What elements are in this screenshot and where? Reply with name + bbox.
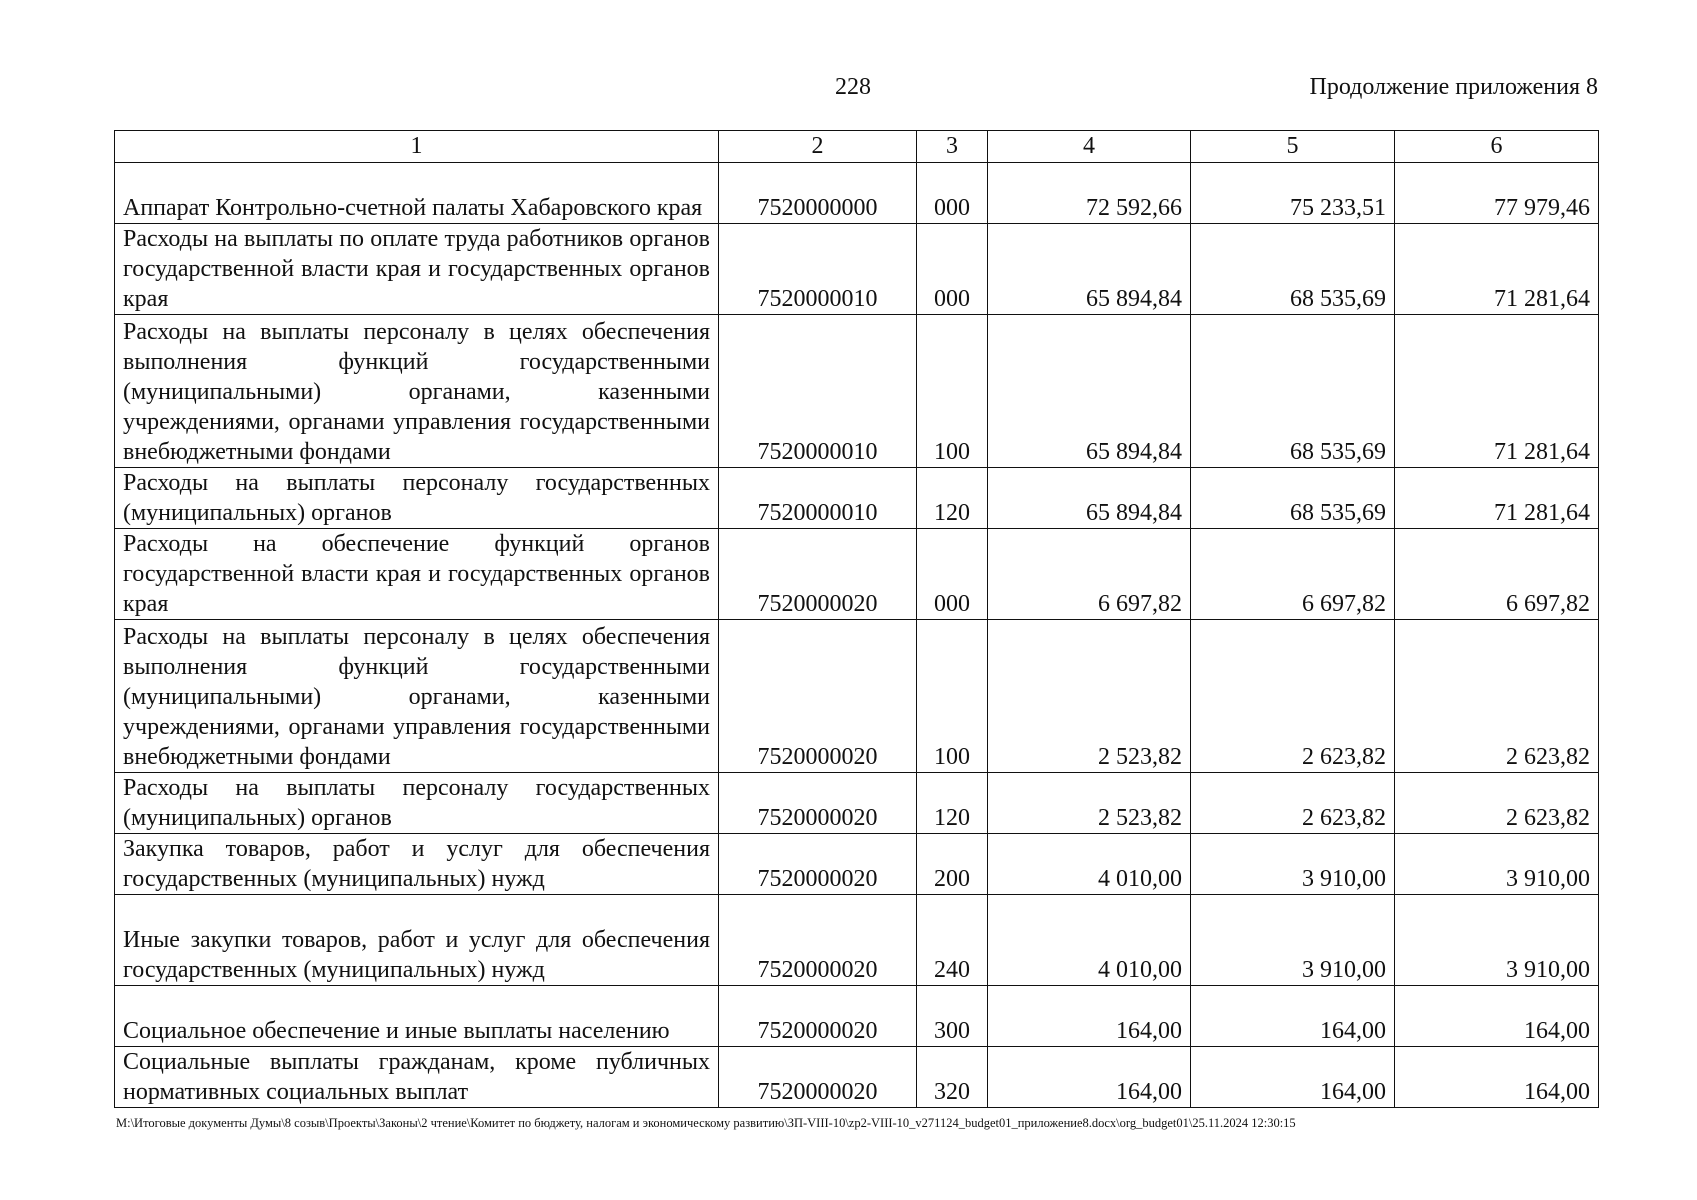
amount-col4: 65 894,84 <box>988 224 1191 315</box>
amount-col5: 68 535,69 <box>1191 315 1395 468</box>
amount-col4: 72 592,66 <box>988 163 1191 224</box>
expense-name: Социальное обеспечение и иные выплаты населению <box>115 986 719 1047</box>
table-row <box>115 468 1599 529</box>
expense-name: Иные закупки товаров, работ и услуг для обеспечения государственных (муниципальных) нужд <box>115 895 719 986</box>
amount-col4: 4 010,00 <box>988 834 1191 895</box>
amount-col6: 164,00 <box>1395 986 1599 1047</box>
expense-name: Расходы на выплаты персоналу государственных (муниципальных) органов <box>115 468 719 529</box>
amount-col6: 3 910,00 <box>1395 895 1599 986</box>
expense-type-code: 000 <box>917 529 988 620</box>
expense-name: Социальные выплаты гражданам, кроме публичных нормативных социальных выплат <box>115 1047 719 1108</box>
target-article-code: 7520000020 <box>719 1047 917 1108</box>
expense-name: Расходы на обеспечение функций органов государственной власти края и государственных органов края <box>115 529 719 620</box>
target-article-code: 7520000020 <box>719 773 917 834</box>
expense-type-code: 300 <box>917 986 988 1047</box>
expense-type-code: 000 <box>917 224 988 315</box>
table-row <box>115 895 1599 986</box>
amount-col5: 2 623,82 <box>1191 773 1395 834</box>
column-header: 5 <box>1191 131 1395 163</box>
table-row <box>115 773 1599 834</box>
target-article-code: 7520000010 <box>719 315 917 468</box>
amount-col4: 164,00 <box>988 1047 1191 1108</box>
column-header: 2 <box>719 131 917 163</box>
table-row <box>115 163 1599 224</box>
table-row <box>115 224 1599 315</box>
amount-col6: 71 281,64 <box>1395 315 1599 468</box>
amount-col4: 4 010,00 <box>988 895 1191 986</box>
column-header: 6 <box>1395 131 1599 163</box>
amount-col6: 6 697,82 <box>1395 529 1599 620</box>
expense-name: Расходы на выплаты персоналу в целях обеспечения выполнения функций государственными (муниципальными) органами, казенными учреждениями, органами управления государственными внебюджетными фондами <box>115 620 719 773</box>
amount-col4: 2 523,82 <box>988 620 1191 773</box>
appendix-continuation-note: Продолжение приложения 8 <box>1309 74 1598 100</box>
table-row <box>115 315 1599 468</box>
amount-col5: 68 535,69 <box>1191 224 1395 315</box>
amount-col5: 3 910,00 <box>1191 834 1395 895</box>
amount-col4: 65 894,84 <box>988 315 1191 468</box>
amount-col6: 77 979,46 <box>1395 163 1599 224</box>
target-article-code: 7520000000 <box>719 163 917 224</box>
target-article-code: 7520000020 <box>719 620 917 773</box>
amount-col5: 75 233,51 <box>1191 163 1395 224</box>
amount-col4: 65 894,84 <box>988 468 1191 529</box>
table-row <box>115 986 1599 1047</box>
amount-col6: 71 281,64 <box>1395 468 1599 529</box>
document-file-path: M:\Итоговые документы Думы\8 созыв\Проекты\Законы\2 чтение\Комитет по бюджету, налогам и экономическому развитию\ЗП-VIII-10\zp2-VIII-10_v271124_budget01_приложение8.docx\org_budget01\25.11.2024 12:30:15 <box>116 1116 1296 1130</box>
table-row <box>115 834 1599 895</box>
expense-name: Расходы на выплаты персоналу в целях обеспечения выполнения функций государственными (муниципальными) органами, казенными учреждениями, органами управления государственными внебюджетными фондами <box>115 315 719 468</box>
page-number: 228 <box>835 74 871 100</box>
amount-col6: 2 623,82 <box>1395 773 1599 834</box>
target-article-code: 7520000020 <box>719 986 917 1047</box>
amount-col5: 68 535,69 <box>1191 468 1395 529</box>
target-article-code: 7520000020 <box>719 895 917 986</box>
amount-col5: 164,00 <box>1191 986 1395 1047</box>
amount-col6: 164,00 <box>1395 1047 1599 1108</box>
amount-col5: 2 623,82 <box>1191 620 1395 773</box>
table-row <box>115 620 1599 773</box>
column-number-row <box>115 131 1599 163</box>
expense-type-code: 200 <box>917 834 988 895</box>
amount-col5: 164,00 <box>1191 1047 1395 1108</box>
amount-col5: 3 910,00 <box>1191 895 1395 986</box>
amount-col5: 6 697,82 <box>1191 529 1395 620</box>
amount-col4: 6 697,82 <box>988 529 1191 620</box>
expense-type-code: 000 <box>917 163 988 224</box>
target-article-code: 7520000020 <box>719 834 917 895</box>
column-header: 1 <box>115 131 719 163</box>
amount-col4: 164,00 <box>988 986 1191 1047</box>
expense-type-code: 100 <box>917 620 988 773</box>
expense-name: Закупка товаров, работ и услуг для обеспечения государственных (муниципальных) нужд <box>115 834 719 895</box>
budget-table <box>114 130 1599 1108</box>
table-row <box>115 529 1599 620</box>
expense-name: Расходы на выплаты персоналу государственных (муниципальных) органов <box>115 773 719 834</box>
target-article-code: 7520000010 <box>719 224 917 315</box>
target-article-code: 7520000010 <box>719 468 917 529</box>
expense-type-code: 120 <box>917 773 988 834</box>
expense-name: Аппарат Контрольно-счетной палаты Хабаровского края <box>115 163 719 224</box>
amount-col6: 2 623,82 <box>1395 620 1599 773</box>
table-row <box>115 1047 1599 1108</box>
expense-type-code: 100 <box>917 315 988 468</box>
expense-type-code: 120 <box>917 468 988 529</box>
column-header: 3 <box>917 131 988 163</box>
amount-col6: 3 910,00 <box>1395 834 1599 895</box>
expense-type-code: 320 <box>917 1047 988 1108</box>
amount-col6: 71 281,64 <box>1395 224 1599 315</box>
column-header: 4 <box>988 131 1191 163</box>
target-article-code: 7520000020 <box>719 529 917 620</box>
expense-type-code: 240 <box>917 895 988 986</box>
amount-col4: 2 523,82 <box>988 773 1191 834</box>
expense-name: Расходы на выплаты по оплате труда работников органов государственной власти края и государственных органов края <box>115 224 719 315</box>
